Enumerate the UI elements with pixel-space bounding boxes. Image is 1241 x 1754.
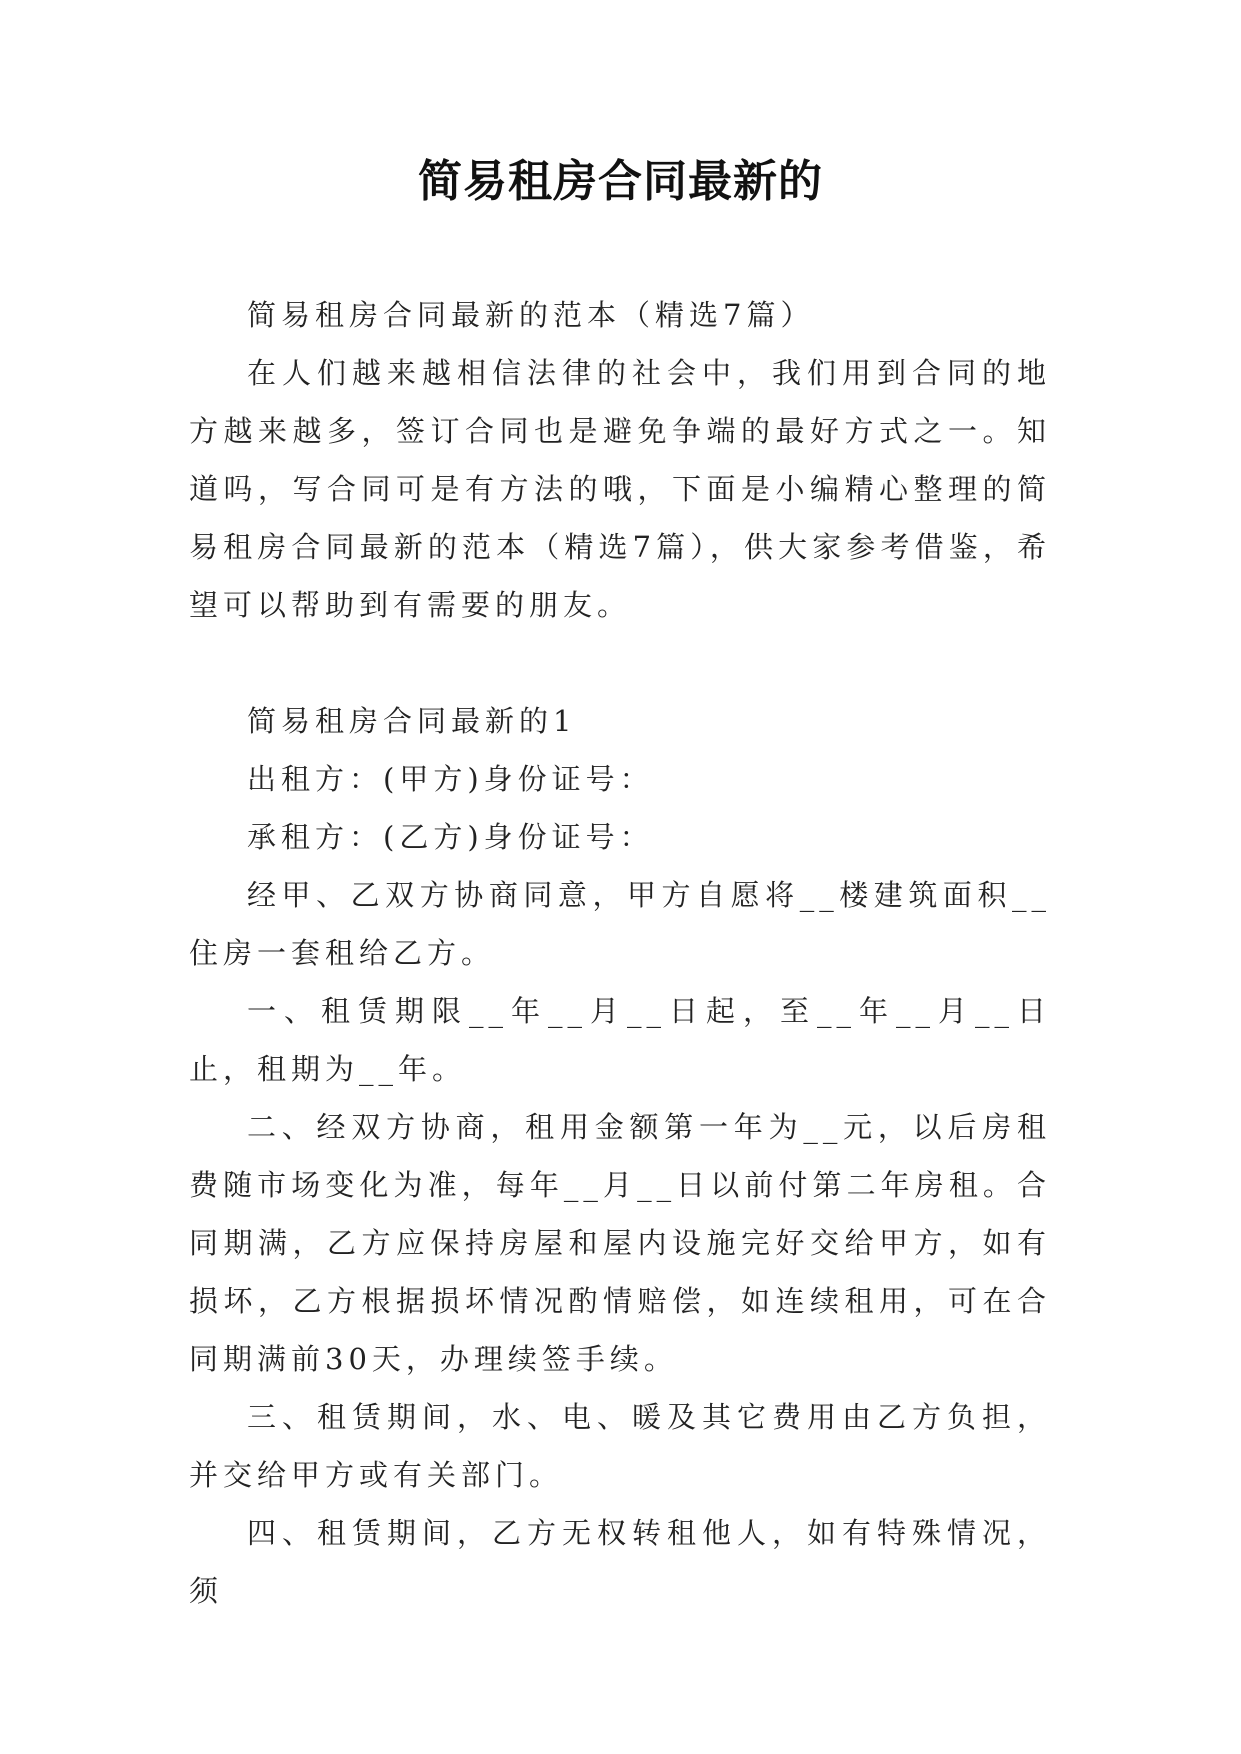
clause-1: 一、租赁期限__年__月__日起，至__年__月__日止，租期为__年。 [189,994,1051,1086]
section-heading: 简易租房合同最新的1 [247,704,577,738]
lessor-line: 出租方：(甲方)身份证号： [247,762,654,796]
clause-3: 三、租赁期间，水、电、暖及其它费用由乙方负担，并交给甲方或有关部门。 [189,1400,1051,1492]
clause-4: 四、租赁期间，乙方无权转租他人，如有特殊情况，须 [189,1516,1051,1608]
clause-2: 二、经双方协商，租用金额第一年为__元，以后房租费随市场变化为准，每年__月__日以前付第二年房租。合同期满，乙方应保持房屋和屋内设施完好交给甲方，如有损坏，乙方根据损坏情况酌情赔偿，如连续租用，可在合同期满前30天，办理续签手续。 [189,1110,1051,1376]
intro-paragraph: 在人们越来越相信法律的社会中，我们用到合同的地方越来越多，签订合同也是避免争端的最好方式之一。知道吗，写合同可是有方法的哦，下面是小编精心整理的简易租房合同最新的范本（精选7篇），供大家参考借鉴，希望可以帮助到有需要的朋友。 [189,356,1051,622]
agreement-paragraph: 经甲、乙双方协商同意，甲方自愿将__楼建筑面积__住房一套租给乙方。 [189,878,1051,970]
lessee-line: 承租方：(乙方)身份证号： [247,820,654,854]
intro-heading: 简易租房合同最新的范本（精选7篇） [247,298,815,332]
document-body [189,286,1051,1620]
document-title: 简易租房合同最新的 [418,156,823,207]
